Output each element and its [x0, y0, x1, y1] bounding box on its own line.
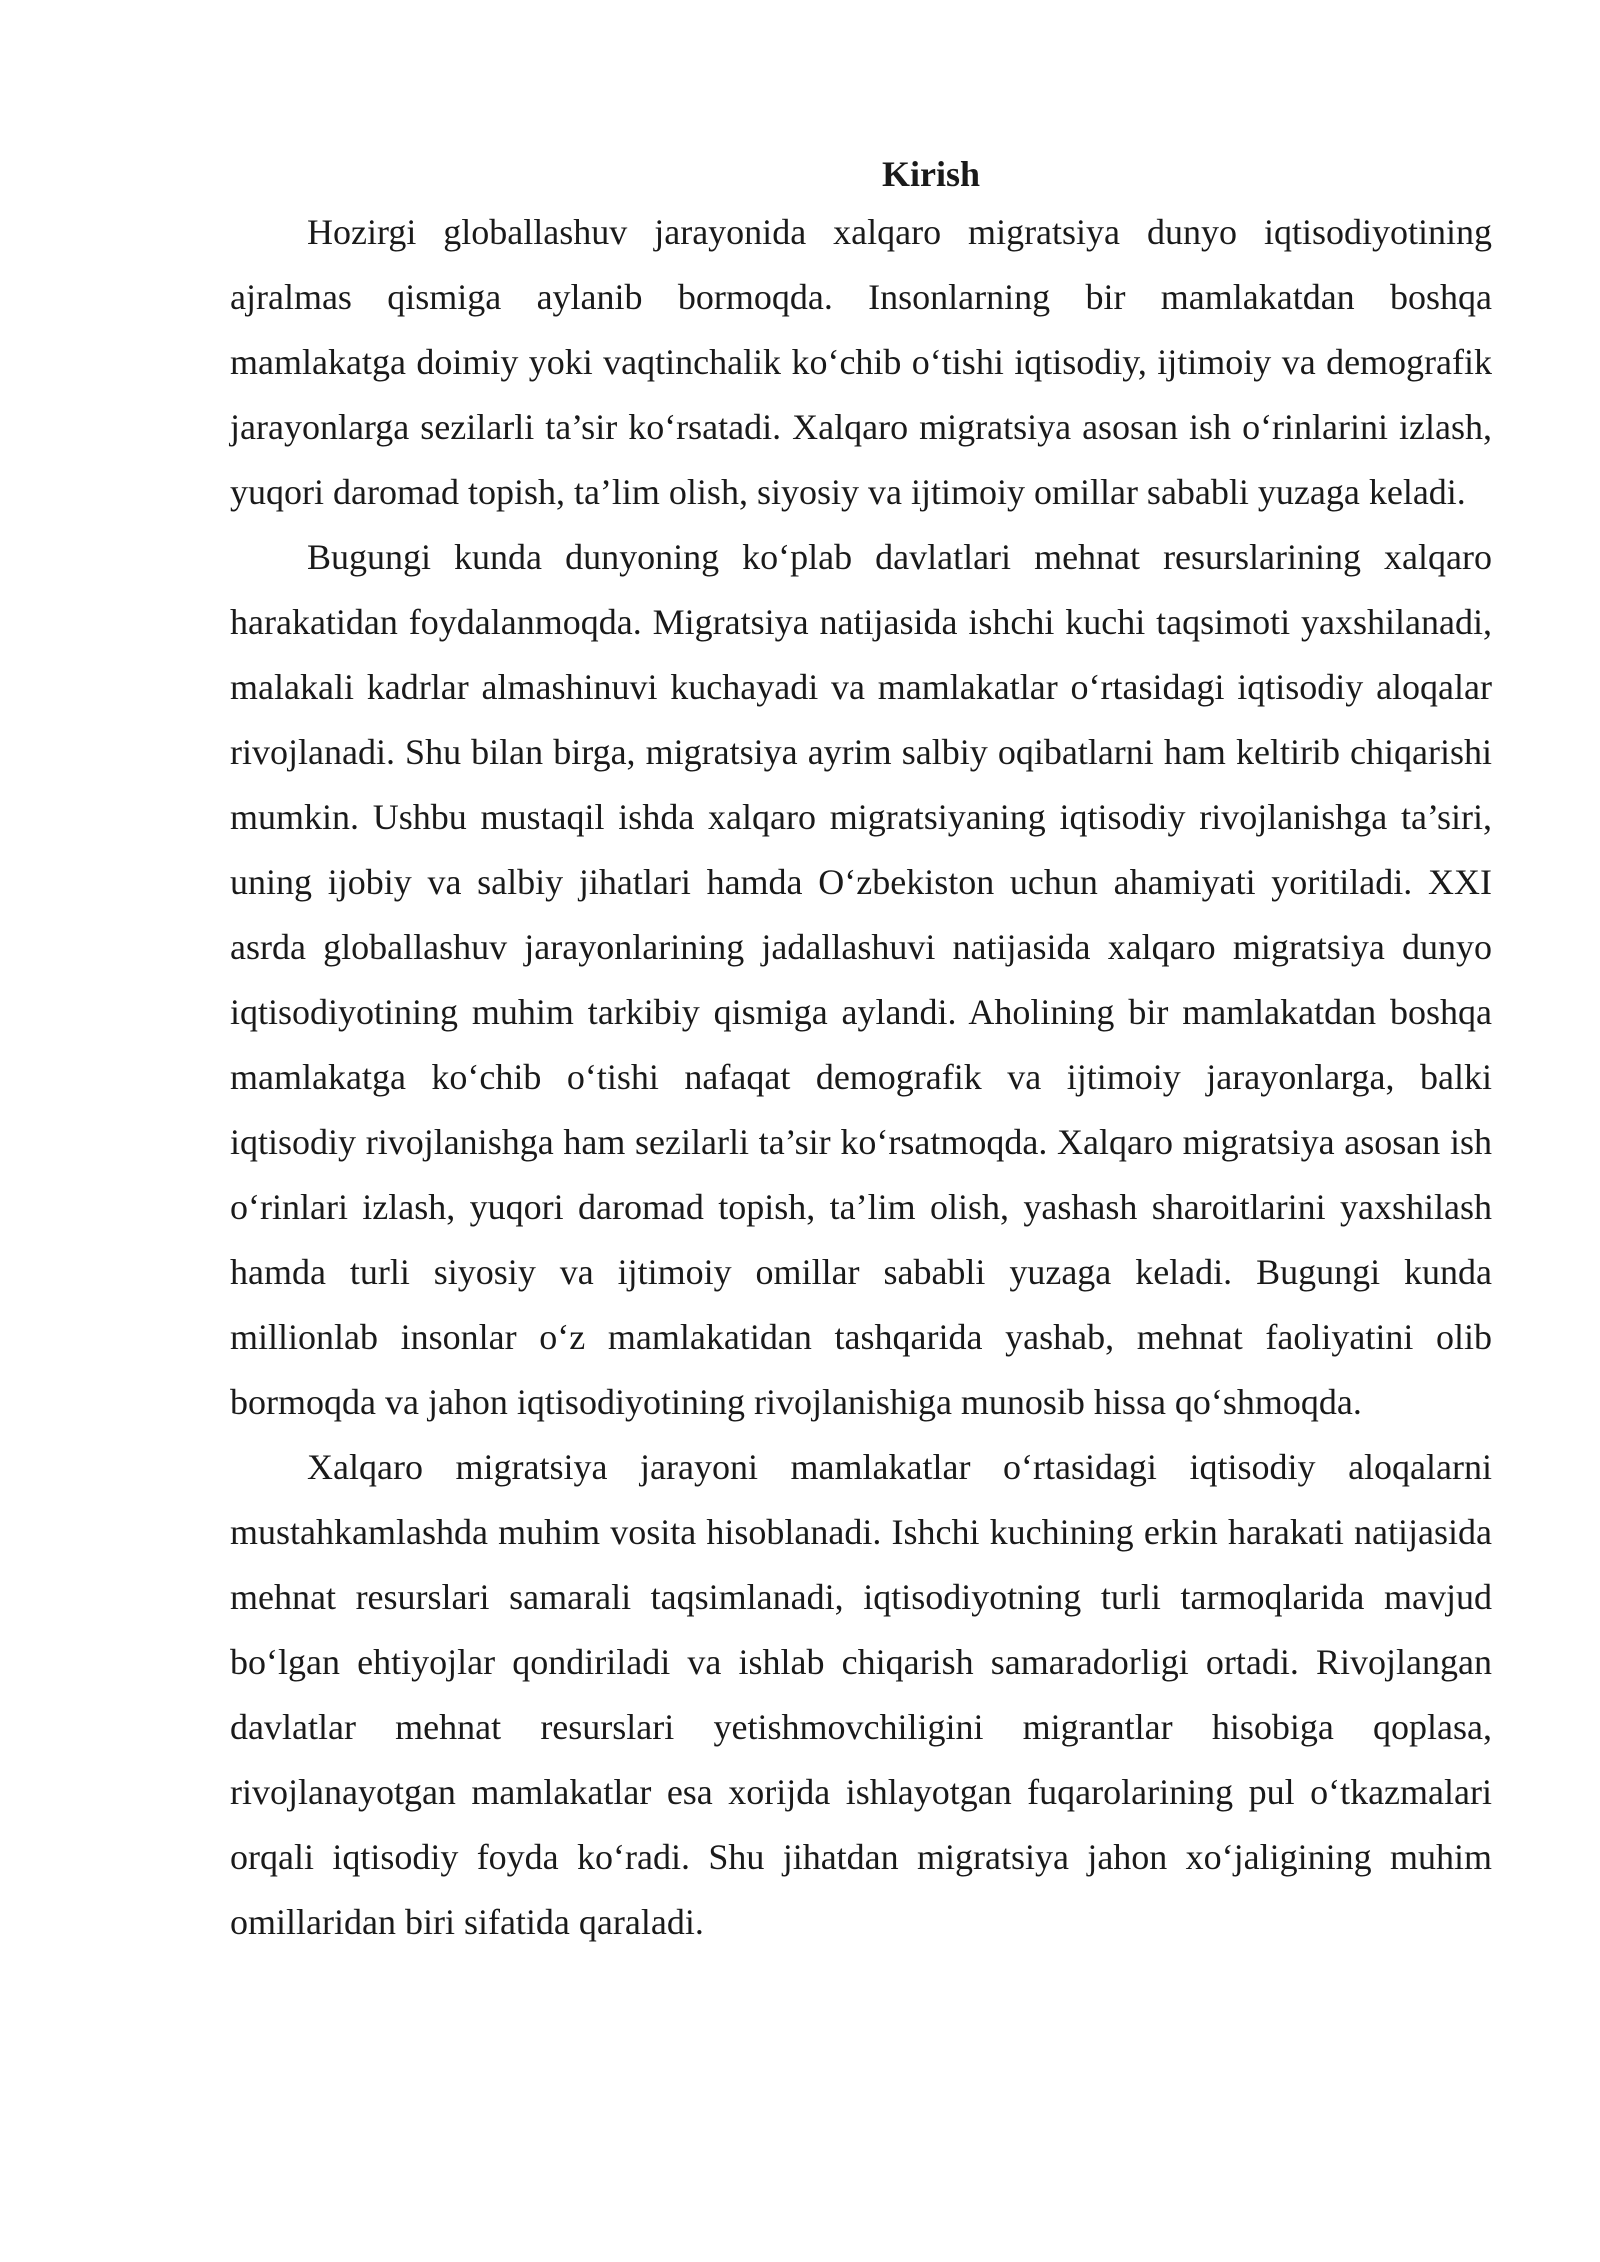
paragraph-2: Bugungi kunda dunyoning ko‘plab davlatlari mehnat resurslarining xalqaro harakatidan foydalanmoqda. Migratsiya natijasida ishchi kuchi taqsimoti yaxshilanadi, malakali kadrlar almashinuvi kuchayadi va mamlakatlar o‘rtasidagi iqtisodiy aloqalar rivojlanadi. Shu bilan birga, migratsiya ayrim salbiy oqibatlarni ham keltirib chiqarishi mumkin. Ushbu mustaqil ishda xalqaro migratsiyaning iqtisodiy rivojlanishga ta’siri, uning ijobiy va salbiy jihatlari hamda O‘zbekiston uchun ahamiyati yoritiladi. XXI asrda globallashuv jarayonlarining jadallashuvi natijasida xalqaro migratsiya dunyo iqtisodiyotining muhim tarkibiy qismiga aylandi. Aholining bir mamlakatdan boshqa mamlakatga ko‘chib o‘tishi nafaqat demografik va ijtimoiy jarayonlarga, balki iqtisodiy rivojlanishga ham sezilarli ta’sir ko‘rsatmoqda. Xalqaro migratsiya asosan ish o‘rinlari izlash, yuqori daromad topish, ta’lim olish, yashash sharoitlarini yaxshilash hamda turli siyosiy va ijtimoiy omillar sababli yuzaga keladi. Bugungi kunda millionlab insonlar o‘z mamlakatidan tashqarida yashab, mehnat faoliyatini olib bormoqda va jahon iqtisodiyotining rivojlanishiga munosib hissa qo‘shmoqda. — [230, 537, 1492, 1422]
document-page — [230, 148, 1492, 1955]
section-title: Kirish — [881, 154, 980, 194]
paragraph-1: Hozirgi globallashuv jarayonida xalqaro migratsiya dunyo iqtisodiyotining ajralmas qismiga aylanib bormoqda. Insonlarning bir mamlakatdan boshqa mamlakatga doimiy yoki vaqtinchalik ko‘chib o‘tishi iqtisodiy, ijtimoiy va demografik jarayonlarga sezilarli ta’sir ko‘rsatadi. Xalqaro migratsiya asosan ish o‘rinlarini izlash, yuqori daromad topish, ta’lim olish, siyosiy va ijtimoiy omillar sababli yuzaga keladi. — [230, 212, 1492, 512]
paragraph-3: Xalqaro migratsiya jarayoni mamlakatlar o‘rtasidagi iqtisodiy aloqalarni mustahkamlashda muhim vosita hisoblanadi. Ishchi kuchining erkin harakati natijasida mehnat resurslari samarali taqsimlanadi, iqtisodiyotning turli tarmoqlarida mavjud bo‘lgan ehtiyojlar qondiriladi va ishlab chiqarish samaradorligi ortadi. Rivojlangan davlatlar mehnat resurslari yetishmovchiligini migrantlar hisobiga qoplasa, rivojlanayotgan mamlakatlar esa xorijda ishlayotgan fuqarolarining pul o‘tkazmalari orqali iqtisodiy foyda ko‘radi. Shu jihatdan migratsiya jahon xo‘jaligining muhim omillaridan biri sifatida qaraladi. — [230, 1447, 1492, 1942]
